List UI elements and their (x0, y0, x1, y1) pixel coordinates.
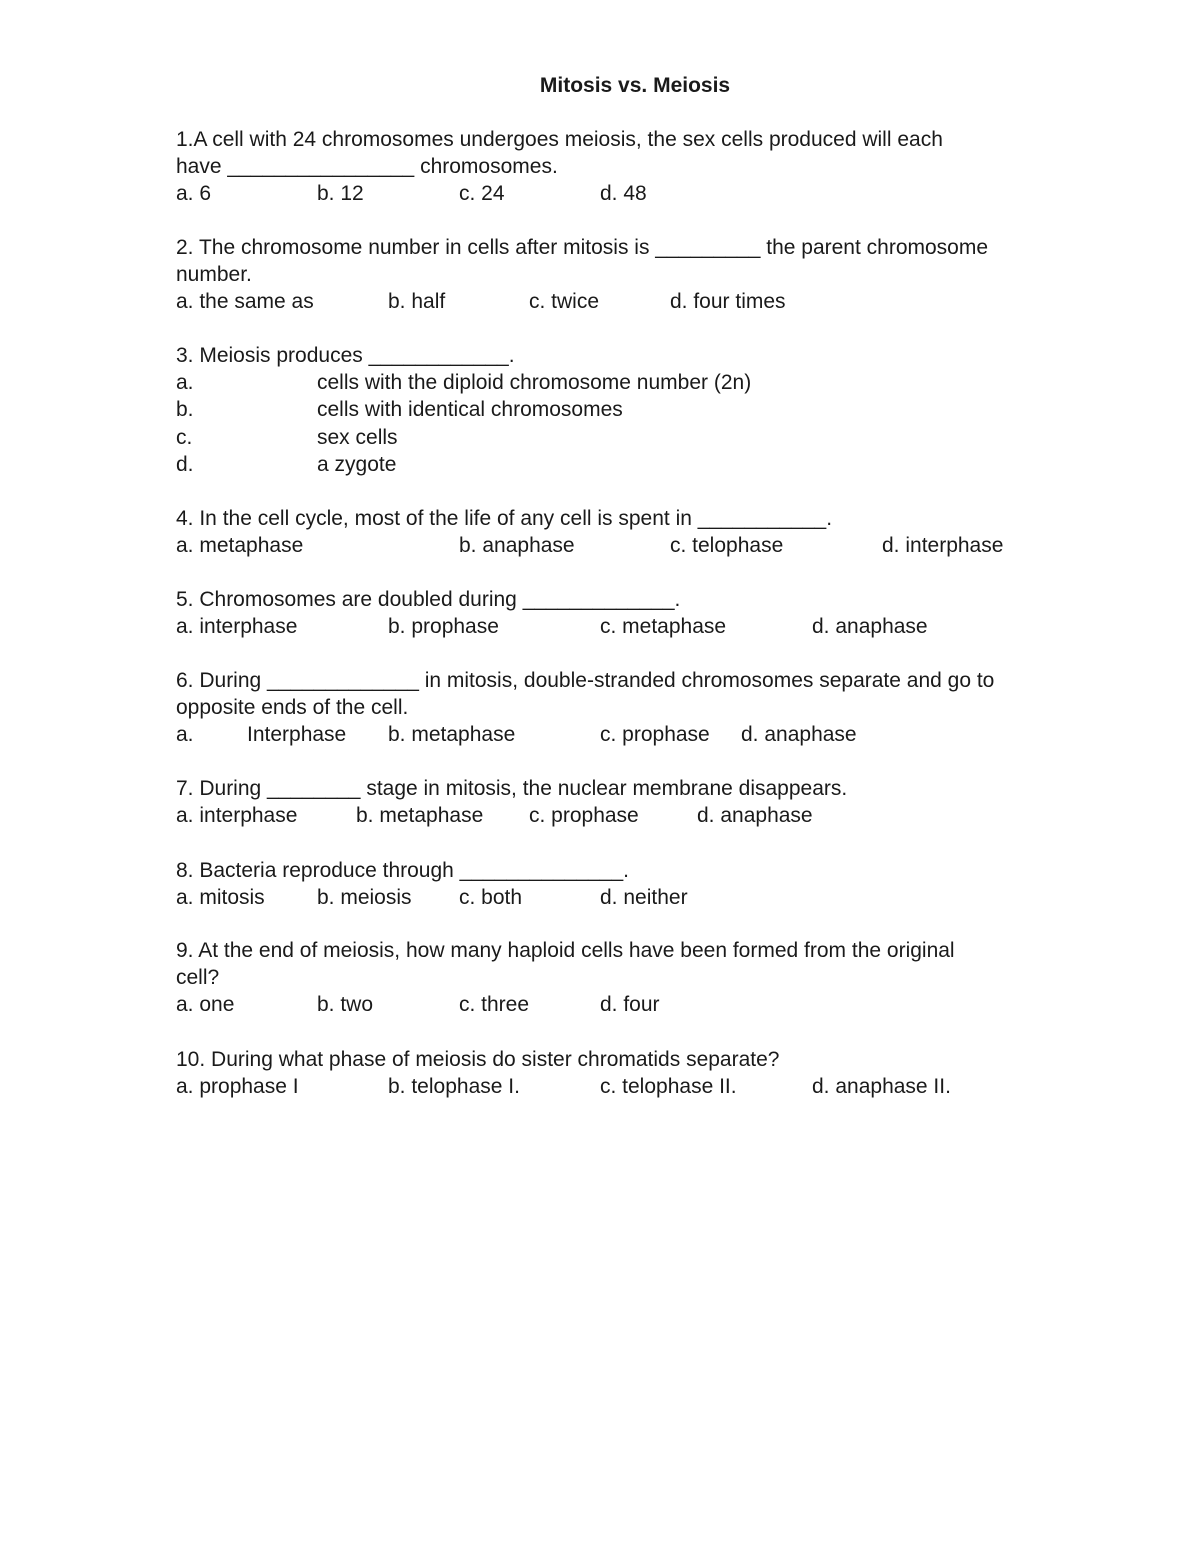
page-title: Mitosis vs. Meiosis (539, 74, 731, 97)
question-2 (176, 234, 1136, 316)
answer-options (176, 802, 1136, 829)
option-c: c. telophase (670, 534, 784, 558)
question-text-line: cell? (176, 966, 220, 990)
answer-options (176, 1073, 1136, 1100)
option-b: b. two (317, 993, 374, 1017)
option-a: a. mitosis (176, 886, 265, 910)
question-7 (176, 775, 1136, 829)
question-text-line: have ________________ chromosomes. (176, 155, 558, 179)
option-text: sex cells (317, 425, 398, 449)
option-a (176, 369, 1136, 396)
answer-options (176, 288, 1136, 315)
option-b: b. meiosis (317, 886, 412, 910)
question-9 (176, 937, 1136, 1019)
question-text-line: 10. During what phase of meiosis do sister chromatids separate? (176, 1048, 780, 1071)
question-4 (176, 505, 1136, 559)
option-b: b. metaphase (356, 804, 484, 828)
option-b: b. telophase I. (388, 1075, 520, 1099)
question-3 (176, 342, 1136, 478)
answer-options (176, 532, 1136, 559)
option-d: d. 48 (600, 182, 647, 206)
option-d: d. four (600, 993, 660, 1017)
question-5 (176, 586, 1136, 640)
answer-options (176, 180, 1136, 207)
option-a: a. metaphase (176, 534, 304, 558)
option-d: d. anaphase (697, 804, 813, 828)
answer-options (176, 613, 1136, 640)
option-b: b. metaphase (388, 723, 516, 747)
question-text-line: 7. During ________ stage in mitosis, the nuclear membrane disappears. (176, 777, 848, 800)
question-text-line: 9. At the end of meiosis, how many haploid cells have been formed from the original (176, 939, 955, 962)
option-c: c. metaphase (600, 615, 727, 639)
question-6 (176, 667, 1136, 749)
option-c: c. both (459, 886, 523, 910)
question-text-line: 2. The chromosome number in cells after mitosis is _________ the parent chromosome (176, 236, 989, 259)
option-a: a. 6 (176, 182, 212, 206)
option-a: a. prophase I (176, 1075, 299, 1099)
option-text: cells with the diploid chromosome number (2n) (317, 371, 752, 395)
question-text-line: 3. Meiosis produces ____________. (176, 344, 515, 367)
option-c: c. twice (529, 290, 600, 314)
option-c: c. 24 (459, 182, 505, 206)
option-letter: c. (176, 425, 193, 449)
option-d (176, 451, 1136, 478)
option-c: c. prophase (529, 804, 639, 828)
option-b: b. anaphase (459, 534, 575, 558)
option-text: cells with identical chromosomes (317, 398, 623, 422)
question-text-line: 1.A cell with 24 chromosomes undergoes meiosis, the sex cells produced will each (176, 128, 943, 151)
option-a: a. (176, 723, 194, 747)
option-b: b. 12 (317, 182, 364, 206)
answer-options (176, 991, 1136, 1018)
question-text-line: 4. In the cell cycle, most of the life of any cell is spent in ___________. (176, 507, 833, 530)
option-text: a zygote (317, 452, 397, 476)
question-8 (176, 857, 1136, 911)
option-d: d. four times (670, 290, 786, 314)
option-b: b. prophase (388, 615, 499, 639)
question-text-line: 5. Chromosomes are doubled during _____________. (176, 588, 681, 611)
option-c: c. telophase II. (600, 1075, 737, 1099)
option-a: a. interphase (176, 804, 298, 828)
option-d: d. neither (600, 886, 688, 910)
question-1 (176, 126, 1136, 208)
option-b: b. half (388, 290, 446, 314)
option-d: d. anaphase (812, 615, 928, 639)
option-b (176, 396, 1136, 423)
option-letter: b. (176, 398, 194, 422)
option-c: c. prophase (600, 723, 710, 747)
option-d: d. anaphase (741, 723, 857, 747)
option-d: d. interphase (882, 534, 1004, 558)
question-text-line: number. (176, 263, 252, 287)
question-text-line: 6. During _____________ in mitosis, double-stranded chromosomes separate and go to (176, 669, 995, 692)
answer-options (176, 721, 1136, 748)
option-a: a. interphase (176, 615, 298, 639)
question-text-line: 8. Bacteria reproduce through ______________. (176, 859, 630, 882)
question-10 (176, 1046, 1136, 1100)
option-c (176, 424, 1136, 451)
option-a: a. one (176, 993, 235, 1017)
answer-options (176, 884, 1136, 911)
option-a-text: Interphase (247, 723, 347, 747)
option-letter: a. (176, 371, 194, 395)
option-letter: d. (176, 452, 194, 476)
option-a: a. the same as (176, 290, 314, 314)
option-d: d. anaphase II. (812, 1075, 951, 1099)
question-text-line: opposite ends of the cell. (176, 696, 409, 720)
option-c: c. three (459, 993, 530, 1017)
